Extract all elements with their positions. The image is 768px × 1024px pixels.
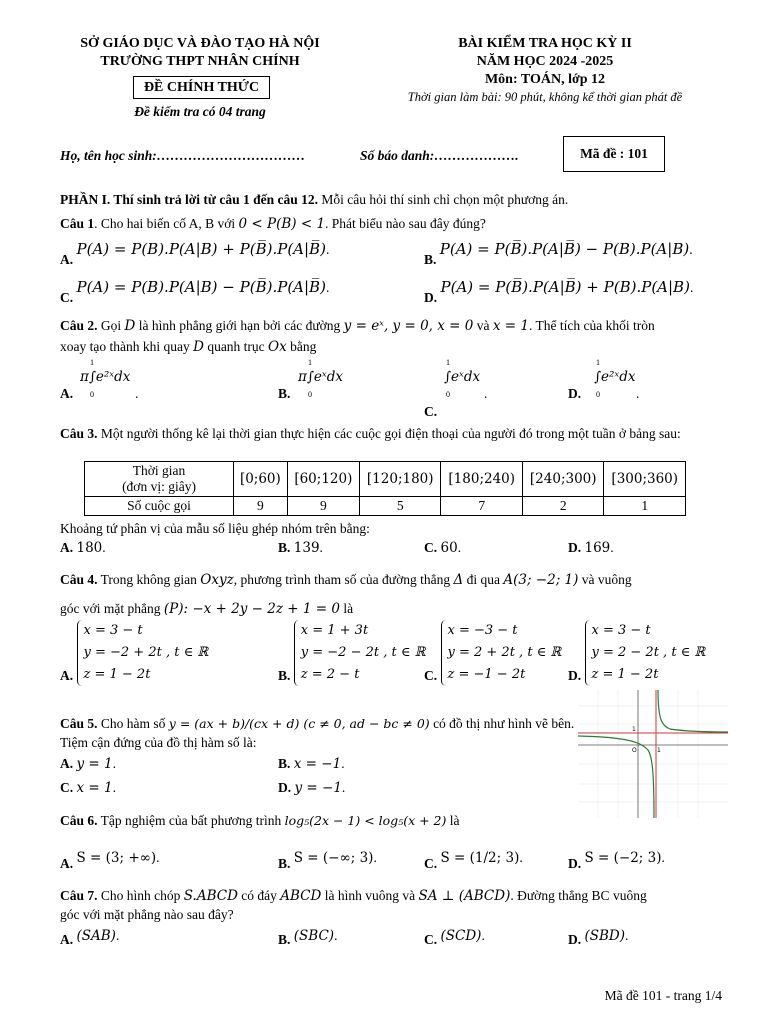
table-header-cell: Số cuộc gọi — [85, 497, 234, 516]
option-letter: B. — [278, 756, 291, 771]
q2-text-f: bằng — [290, 339, 317, 354]
eq-line: y = −2 − 2t , t ∈ ℝ — [300, 645, 426, 660]
q6-label: Câu 6. — [60, 813, 98, 828]
q4-label: Câu 4. — [60, 572, 98, 587]
q2-x1: x = 1 — [492, 318, 529, 334]
q4-option-b[interactable] — [278, 620, 425, 686]
question-3 — [60, 425, 725, 443]
option-letter: A. — [60, 756, 74, 771]
page-footer: Mã đề 101 - trang 1/4 — [604, 988, 722, 1003]
q7-option-b[interactable]: B. (SBC). — [278, 928, 338, 947]
q3-option-a[interactable]: A. 180. — [60, 540, 106, 556]
option-letter: D. — [278, 780, 292, 795]
q1-condition: 0 < P(B) < 1 — [238, 216, 326, 232]
q2-option-b-text: π∫eˣdx — [298, 369, 343, 385]
q3-option-b-text: 139 — [293, 540, 320, 556]
eq-line: z = 2 − t — [300, 667, 360, 682]
q7-option-c[interactable]: C. (SCD). — [424, 928, 485, 947]
table-cell: 7 — [441, 497, 523, 516]
q5-option-b-text: x = −1 — [293, 756, 342, 772]
option-letter: C. — [424, 932, 438, 947]
q4-text-b: , phương trình tham số của đường thẳng — [233, 572, 451, 587]
q6-option-b[interactable]: B. S = (−∞; 3). — [278, 850, 377, 871]
table-cell: [60;120) — [287, 462, 359, 497]
eq-line: x = 3 − t — [591, 623, 651, 638]
subject: Môn: TOÁN, lớp 12 — [484, 72, 606, 87]
q4-plane: (P): −x + 2y − 2z + 1 = 0 — [163, 601, 340, 617]
q3-text: Một người thống kê lại thời gian thực hiện các cuộc gọi điện thoại của người đó trong một tuần ở bảng sau: — [100, 426, 681, 441]
q7-text-c: là hình vuông và — [324, 888, 416, 903]
q7-option-b-text: (SBC) — [293, 928, 335, 944]
q2-and: và — [476, 318, 490, 333]
integral-lower: 0 — [308, 390, 312, 399]
time-note: Thời gian làm bài: 90 phút, không kể thời gian phát đề — [407, 90, 683, 104]
q5-option-a[interactable]: A. y = 1. — [60, 756, 116, 772]
integral-upper: 1 — [446, 358, 450, 367]
question-4 — [60, 571, 725, 589]
option-letter: A. — [60, 386, 74, 401]
q4-option-d[interactable] — [568, 620, 705, 686]
question-5 — [60, 715, 580, 733]
q5-option-c-text: x = 1 — [76, 780, 113, 796]
q5-text-b: có đồ thị như hình vẽ bên. — [433, 716, 575, 731]
q2-region-symbol-2: D — [193, 339, 204, 355]
option-letter: A. — [60, 540, 74, 555]
question-6 — [60, 812, 725, 830]
origin-label: O — [632, 747, 637, 754]
pages-note: Đề kiểm tra có 04 trang — [134, 104, 266, 119]
option-letter: C. — [424, 856, 438, 871]
tick-label: 1 — [632, 726, 636, 733]
period: . — [636, 386, 640, 401]
option-letter: D. — [568, 932, 582, 947]
q7-text-e: góc với mặt phẳng nào sau đây? — [60, 907, 234, 922]
q5-option-d[interactable]: D. y = −1. — [278, 780, 346, 796]
period: . — [484, 386, 488, 401]
department-name: SỞ GIÁO DỤC VÀ ĐÀO TẠO HÀ NỘI — [80, 36, 320, 51]
q4-option-b-system — [294, 620, 426, 686]
q2-option-a-text: π∫e²ˣdx — [80, 369, 131, 385]
eq-line: y = 2 + 2t , t ∈ ℝ — [447, 645, 562, 660]
q5-function-graph — [578, 690, 728, 818]
q1-option-c-text: P(A) = P(B).P(A|B) − P(B̅).P(A|B̅) — [76, 278, 326, 296]
eq-line: x = −3 − t — [447, 623, 518, 638]
q2-axis: Ox — [268, 339, 287, 355]
question-2 — [60, 317, 725, 335]
q5-option-c[interactable]: C. x = 1. — [60, 780, 116, 796]
q2-text-b: là hình phẳng giới hạn bởi các đường — [138, 318, 341, 333]
q3-option-c[interactable]: C. 60. — [424, 540, 462, 556]
q1-option-d[interactable]: D. P(A) = P(B̅).P(A|B̅) + P(B).P(A|B). — [424, 278, 694, 305]
q7-option-a[interactable]: A. (SAB). — [60, 928, 120, 947]
integral-lower: 0 — [596, 390, 600, 399]
q4-point: A(3; −2; 1) — [503, 572, 579, 588]
table-cell: [120;180) — [359, 462, 441, 497]
q4-text-d: và vuông — [581, 572, 632, 587]
exam-code-box: Mã đề : 101 — [563, 136, 665, 172]
table-cell: 1 — [604, 497, 686, 516]
q3-question: Khoảng tứ phân vị của mẫu số liệu ghép nhóm trên bằng: — [60, 521, 370, 536]
q3-label: Câu 3. — [60, 426, 98, 441]
table-cell: [0;60) — [234, 462, 288, 497]
q6-option-b-text: S = (−∞; 3) — [293, 850, 374, 866]
q7-option-a-text: (SAB) — [76, 928, 116, 944]
option-letter: A. — [60, 932, 74, 947]
q7-text-d: . Đường thẳng BC vuông — [510, 888, 647, 903]
q6-option-a-text: S = (3; +∞) — [76, 850, 157, 866]
option-letter: D. — [568, 668, 582, 684]
q6-text: Tập nghiệm của bất phương trình — [100, 813, 282, 828]
option-letter: C. — [424, 668, 438, 684]
question-1 — [60, 215, 740, 233]
option-letter: D. — [568, 386, 582, 401]
integral-lower: 0 — [446, 390, 450, 399]
school-name: TRƯỜNG THPT NHÂN CHÍNH — [100, 54, 300, 69]
q6-option-c[interactable]: C. S = (1/2; 3). — [424, 850, 523, 871]
q1-label: Câu 1 — [60, 216, 95, 231]
official-exam-badge: ĐỀ CHÍNH THỨC — [133, 76, 270, 99]
q3-option-d[interactable]: D. 169. — [568, 540, 614, 556]
q5-label: Câu 5. — [60, 716, 98, 731]
q2-text-d: xoay tạo thành khi quay — [60, 339, 190, 354]
q2-text-c: . Thể tích của khối tròn — [528, 318, 655, 333]
table-cell: 5 — [359, 497, 441, 516]
eq-line: y = 2 − 2t , t ∈ ℝ — [591, 645, 706, 660]
integral-lower: 0 — [90, 390, 94, 399]
integral-upper: 1 — [308, 358, 312, 367]
q5-text-c: Tiệm cận đứng của đồ thị hàm số là: — [60, 735, 257, 750]
option-letter: C. — [424, 404, 438, 419]
q4-text-f: là — [343, 601, 354, 616]
q2-curves: y = eˣ, y = 0, x = 0 — [343, 318, 474, 334]
q1-option-c[interactable]: C. P(A) = P(B).P(A|B) − P(B̅).P(A|B̅). — [60, 278, 330, 305]
q2-text-a: Gọi — [100, 318, 122, 333]
part1-title-bold: PHẦN I. Thí sinh trả lời từ câu 1 đến câu 12. — [60, 192, 318, 207]
q7-option-d[interactable]: D. (SBD). — [568, 928, 629, 947]
eq-line: z = 1 − 2t — [83, 667, 151, 682]
table-row — [85, 462, 686, 497]
eq-line: x = 1 + 3t — [300, 623, 369, 638]
school-year: NĂM HỌC 2024 -2025 — [476, 54, 614, 69]
q4-option-a[interactable] — [60, 620, 208, 686]
q1-option-b-text: P(A) = P(B̅).P(A|B̅) − P(B).P(A|B) — [439, 240, 690, 258]
q5-option-d-text: y = −1 — [294, 780, 342, 796]
q4-text-e: góc với mặt phẳng — [60, 601, 161, 616]
table-cell: [300;360) — [604, 462, 686, 497]
q6-option-d[interactable]: D. S = (−2; 3). — [568, 850, 665, 871]
table-row — [85, 497, 686, 516]
option-letter: D. — [568, 540, 582, 555]
eq-line: y = −2 + 2t , t ∈ ℝ — [83, 645, 209, 660]
q7-option-d-text: (SBD) — [584, 928, 626, 944]
part1-title-rest: Mỗi câu hỏi thí sinh chỉ chọn một phương án. — [317, 192, 569, 207]
q3-option-a-text: 180 — [76, 540, 103, 556]
q4-text-a: Trong không gian — [100, 572, 197, 587]
q4-text-c: đi qua — [466, 572, 500, 587]
q7-text-b: có đáy — [241, 888, 277, 903]
q1-option-d-text: P(A) = P(B̅).P(A|B̅) + P(B).P(A|B) — [440, 278, 690, 296]
q5-text-a: Cho hàm số — [100, 716, 166, 731]
q4-space: Oxyz — [200, 572, 234, 588]
option-letter: B. — [278, 668, 291, 684]
eq-line: x = 3 − t — [83, 623, 143, 638]
q1-text-a: . Cho hai biến cố A, B với — [94, 216, 236, 231]
question-7 — [60, 887, 725, 905]
q7-pyramid: S.ABCD — [183, 888, 238, 904]
integral-upper: 1 — [596, 358, 600, 367]
q2-label: Câu 2. — [60, 318, 98, 333]
table-cell: 9 — [287, 497, 359, 516]
q5-option-a-text: y = 1 — [76, 756, 113, 772]
q6-option-a[interactable]: A. S = (3; +∞). — [60, 850, 160, 871]
curve-left-branch — [578, 736, 654, 818]
curve-right-branch — [658, 690, 728, 732]
part1-title — [60, 191, 740, 209]
option-letter: B. — [278, 932, 291, 947]
q3-option-c-text: 60 — [440, 540, 458, 556]
header-time: Thời gian — [132, 463, 186, 478]
option-letter: B. — [278, 386, 291, 401]
q4-delta: Δ — [453, 572, 464, 588]
q7-perpendicular: SA ⊥ (ABCD) — [418, 888, 511, 904]
option-letter: A. — [60, 668, 74, 684]
option-letter: C. — [60, 780, 74, 795]
q7-text-a: Cho hình chóp — [100, 888, 181, 903]
q3-option-d-text: 169 — [584, 540, 611, 556]
q2-region-symbol: D — [124, 318, 136, 334]
q6-option-c-text: S = (1/2; 3) — [440, 850, 520, 866]
q4-option-a-system — [77, 620, 209, 686]
q3-option-b[interactable]: B. 139. — [278, 540, 323, 556]
option-letter: D. — [424, 290, 438, 305]
q7-base: ABCD — [280, 888, 322, 904]
table-cell: [240;300) — [522, 462, 604, 497]
option-letter: A. — [60, 856, 74, 871]
student-id-field[interactable]: Số báo danh:………………. — [360, 148, 519, 163]
header-unit: (đơn vị: giây) — [122, 479, 196, 494]
question-4-line2 — [60, 600, 725, 618]
q2-option-c[interactable] — [424, 358, 544, 420]
table-cell: 2 — [522, 497, 604, 516]
q2-option-b[interactable] — [278, 358, 428, 408]
q1-text-b: . Phát biểu nào sau đây đúng? — [325, 216, 486, 231]
integral-upper: 1 — [90, 358, 94, 367]
eq-line: z = −1 − 2t — [447, 667, 526, 682]
q6-text-b: là — [449, 813, 460, 828]
option-letter: C. — [424, 540, 438, 555]
student-name-field[interactable]: Họ, tên học sinh:…………………………… — [60, 148, 306, 163]
option-letter: B. — [278, 856, 291, 871]
q2-option-d[interactable] — [568, 358, 688, 408]
q2-option-d-text: ∫e²ˣdx — [594, 369, 636, 385]
q4-option-d-system — [585, 620, 706, 686]
q6-inequality: log₅(2x − 1) < log₅(x + 2) — [284, 813, 447, 828]
q2-option-a[interactable] — [60, 358, 260, 408]
q5-function: y = (ax + b)/(cx + d) (c ≠ 0, ad − bc ≠ 0) — [168, 716, 430, 731]
option-letter: B. — [424, 252, 437, 267]
q2-text-e: quanh trục — [207, 339, 265, 354]
eq-line: z = 1 − 2t — [591, 667, 659, 682]
q5-option-b[interactable]: B. x = −1. — [278, 756, 345, 772]
option-letter: C. — [60, 290, 74, 305]
q2-option-c-text: ∫eˣdx — [444, 369, 481, 385]
option-letter: B. — [278, 540, 291, 555]
q4-option-c[interactable] — [424, 620, 561, 686]
table-cell: [180;240) — [441, 462, 523, 497]
q1-option-a-text: P(A) = P(B).P(A|B) + P(B̅).P(A|B̅) — [76, 240, 326, 258]
q6-option-d-text: S = (−2; 3) — [584, 850, 662, 866]
table-cell: 9 — [234, 497, 288, 516]
q7-label: Câu 7. — [60, 888, 98, 903]
q7-option-c-text: (SCD) — [440, 928, 482, 944]
call-time-table — [84, 461, 686, 516]
period: . — [135, 386, 139, 401]
option-letter: A. — [60, 252, 74, 267]
q4-option-c-system — [441, 620, 562, 686]
option-letter: D. — [568, 856, 582, 871]
q1-option-a[interactable]: A. P(A) = P(B).P(A|B) + P(B̅).P(A|B̅). — [60, 240, 330, 267]
question-2-line2 — [60, 338, 725, 356]
tick-label: 1 — [657, 747, 661, 754]
exam-title: BÀI KIỂM TRA HỌC KỲ II — [458, 36, 632, 51]
table-header-cell — [85, 462, 234, 497]
q1-option-b[interactable]: B. P(A) = P(B̅).P(A|B̅) − P(B).P(A|B). — [424, 240, 693, 267]
